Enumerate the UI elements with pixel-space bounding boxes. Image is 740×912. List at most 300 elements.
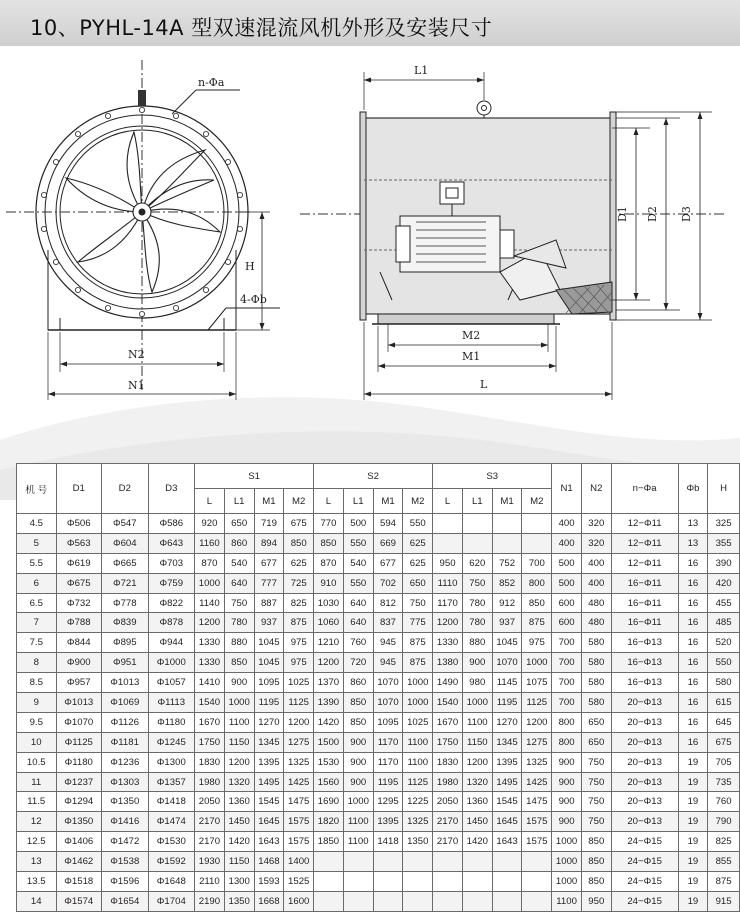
table-cell: 950 (433, 553, 463, 573)
table-cell (403, 872, 433, 892)
table-cell: 1025 (403, 712, 433, 732)
table-cell (403, 852, 433, 872)
table-cell: 580 (708, 673, 740, 693)
table-cell (433, 891, 463, 911)
header-s3-m2: M2 (522, 489, 552, 514)
table-cell: 16−Φ11 (611, 613, 678, 633)
table-cell: 725 (284, 573, 314, 593)
header-hole-b: Φb (678, 464, 708, 514)
table-cell: 16−Φ13 (611, 653, 678, 673)
table-cell: 1420 (462, 832, 492, 852)
table-cell: 16−Φ13 (611, 633, 678, 653)
table-cell: 1475 (522, 792, 552, 812)
table-cell: 1350 (224, 891, 254, 911)
table-cell: 1000 (195, 573, 225, 593)
table-cell: Φ586 (148, 514, 195, 534)
table-cell: 1495 (492, 772, 522, 792)
table-cell: 580 (581, 673, 611, 693)
table-cell: 1325 (522, 752, 552, 772)
table-cell: Φ951 (102, 653, 149, 673)
table-cell: 1450 (462, 812, 492, 832)
table-cell: 1600 (284, 891, 314, 911)
header-s2-m2: M2 (403, 489, 433, 514)
table-cell: 1045 (492, 633, 522, 653)
table-cell: Φ1530 (148, 832, 195, 852)
table-cell: 16 (678, 712, 708, 732)
table-cell: Φ1462 (56, 852, 102, 872)
header-s3: S3 (433, 464, 552, 489)
table-cell (462, 852, 492, 872)
table-cell: 2110 (195, 872, 225, 892)
table-cell: 650 (403, 573, 433, 593)
table-cell: 12.5 (17, 832, 57, 852)
table-cell: 812 (373, 593, 403, 613)
table-cell: 1030 (314, 593, 344, 613)
table-cell: Φ1474 (148, 812, 195, 832)
table-cell: 900 (552, 812, 582, 832)
table-cell: 1360 (224, 792, 254, 812)
table-cell: 7.5 (17, 633, 57, 653)
table-cell: 10.5 (17, 752, 57, 772)
label-d1: D1 (616, 206, 629, 222)
table-cell: 1170 (433, 593, 463, 613)
table-cell: 1930 (195, 852, 225, 872)
table-cell: Φ1303 (102, 772, 149, 792)
table-cell: 5 (17, 533, 57, 553)
table-row (17, 752, 740, 772)
table-cell: 770 (314, 514, 344, 534)
table-cell: 650 (581, 732, 611, 752)
table-cell: 625 (284, 553, 314, 573)
table-cell: 1425 (284, 772, 314, 792)
table-cell: 1275 (522, 732, 552, 752)
table-cell: 900 (343, 732, 373, 752)
table-cell: Φ619 (56, 553, 102, 573)
table-cell: 937 (254, 613, 284, 633)
table-cell: 1425 (522, 772, 552, 792)
table-cell: 750 (581, 792, 611, 812)
table-cell: 550 (708, 653, 740, 673)
table-cell (492, 514, 522, 534)
table-cell: 1490 (433, 673, 463, 693)
table-cell: Φ1300 (148, 752, 195, 772)
table-cell: 945 (373, 653, 403, 673)
table-cell: 875 (403, 653, 433, 673)
table-cell: Φ1357 (148, 772, 195, 792)
table-cell: 875 (284, 613, 314, 633)
table-cell: 24−Φ15 (611, 832, 678, 852)
table-cell: 1275 (284, 732, 314, 752)
table-cell: 1690 (314, 792, 344, 812)
table-cell: 645 (708, 712, 740, 732)
table-cell: 7 (17, 613, 57, 633)
table-cell: 1170 (373, 732, 403, 752)
table-cell: 1070 (492, 653, 522, 673)
table-cell: 1025 (284, 673, 314, 693)
table-cell: 1100 (224, 712, 254, 732)
table-cell: 500 (552, 573, 582, 593)
table-cell: 1100 (403, 732, 433, 752)
table-cell: 920 (195, 514, 225, 534)
table-cell (314, 852, 344, 872)
table-cell: 1410 (195, 673, 225, 693)
header-s3-l: L (433, 489, 463, 514)
table-cell: 1195 (373, 772, 403, 792)
table-cell: 1170 (373, 752, 403, 772)
table-cell: 1295 (373, 792, 403, 812)
table-cell: 1000 (552, 872, 582, 892)
table-cell: Φ1518 (56, 872, 102, 892)
table-cell: Φ839 (102, 613, 149, 633)
table-cell: 500 (343, 514, 373, 534)
table-cell: Φ1069 (102, 693, 149, 713)
table-cell: 1000 (343, 792, 373, 812)
table-cell: 19 (678, 772, 708, 792)
table-cell: 1150 (462, 732, 492, 752)
table-cell: 1070 (373, 693, 403, 713)
table-cell: Φ1013 (102, 673, 149, 693)
table-cell: 400 (581, 553, 611, 573)
table-cell: 480 (581, 613, 611, 633)
table-cell: Φ1181 (102, 732, 149, 752)
table-cell: 355 (708, 533, 740, 553)
table-cell: Φ665 (102, 553, 149, 573)
table-cell: 800 (522, 573, 552, 593)
table-cell: Φ1245 (148, 732, 195, 752)
table-cell: 1150 (224, 852, 254, 872)
table-cell: 875 (708, 872, 740, 892)
table-cell: 850 (224, 653, 254, 673)
table-cell: 700 (552, 693, 582, 713)
table-cell: 400 (552, 533, 582, 553)
header-d2: D2 (102, 464, 149, 514)
table-cell: 1545 (254, 792, 284, 812)
header-s1: S1 (195, 464, 314, 489)
table-cell: Φ1180 (148, 712, 195, 732)
table-cell: 1100 (343, 812, 373, 832)
header-s1-m2: M2 (284, 489, 314, 514)
table-cell: 1200 (522, 712, 552, 732)
table-cell: 650 (581, 712, 611, 732)
table-cell: 675 (284, 514, 314, 534)
table-cell: Φ675 (56, 573, 102, 593)
table-cell: Φ506 (56, 514, 102, 534)
label-flange-holes: n-Φa (198, 76, 225, 89)
table-cell: 1200 (195, 613, 225, 633)
table-row (17, 852, 740, 872)
table-cell: 1475 (284, 792, 314, 812)
table-cell: 1195 (254, 693, 284, 713)
table-cell: 975 (522, 633, 552, 653)
table-cell: Φ1648 (148, 872, 195, 892)
table-cell: 485 (708, 613, 740, 633)
table-cell: 900 (343, 752, 373, 772)
table-cell (462, 891, 492, 911)
table-cell: 1320 (224, 772, 254, 792)
table-cell: 2050 (195, 792, 225, 812)
table-cell: 1395 (492, 752, 522, 772)
table-cell: 600 (552, 613, 582, 633)
table-row (17, 812, 740, 832)
table-cell: 20−Φ13 (611, 812, 678, 832)
table-cell: 750 (581, 772, 611, 792)
table-cell: 945 (373, 633, 403, 653)
table-cell: Φ563 (56, 533, 102, 553)
table-cell: 620 (462, 553, 492, 573)
table-cell: Φ1070 (56, 712, 102, 732)
table-cell: 9 (17, 693, 57, 713)
table-cell: 1000 (224, 693, 254, 713)
table-cell: 975 (284, 633, 314, 653)
table-cell: 1095 (373, 712, 403, 732)
table-cell: 1095 (254, 673, 284, 693)
table-cell: 1540 (433, 693, 463, 713)
table-cell: 1210 (314, 633, 344, 653)
table-cell: 16 (678, 613, 708, 633)
table-cell: 850 (284, 533, 314, 553)
header-s2-l1: L1 (343, 489, 373, 514)
table-cell: 2170 (433, 832, 463, 852)
table-cell: 980 (462, 673, 492, 693)
table-cell: 880 (224, 633, 254, 653)
table-cell: 1645 (254, 812, 284, 832)
table-cell: 19 (678, 852, 708, 872)
table-cell: Φ944 (148, 633, 195, 653)
label-d3: D3 (680, 206, 693, 222)
table-cell: 1395 (254, 752, 284, 772)
table-cell (433, 852, 463, 872)
table-cell: 1670 (195, 712, 225, 732)
table-cell: 825 (284, 593, 314, 613)
table-cell: 719 (254, 514, 284, 534)
table-cell: 1000 (552, 852, 582, 872)
header-d1: D1 (56, 464, 102, 514)
table-row (17, 872, 740, 892)
table-cell: 1750 (195, 732, 225, 752)
table-cell: 400 (552, 514, 582, 534)
table-cell: 16 (678, 593, 708, 613)
table-cell: 1270 (254, 712, 284, 732)
table-cell: 420 (708, 573, 740, 593)
table-cell: 13 (678, 514, 708, 534)
table-cell: 12−Φ11 (611, 514, 678, 534)
table-cell: 500 (552, 553, 582, 573)
table-cell: 10 (17, 732, 57, 752)
label-l1: L1 (414, 64, 429, 77)
header-model: 机 号 (17, 464, 57, 514)
table-cell: Φ1654 (102, 891, 149, 911)
table-cell: 860 (343, 673, 373, 693)
table-cell: 1400 (284, 852, 314, 872)
table-cell: 1830 (433, 752, 463, 772)
table-cell: 540 (224, 553, 254, 573)
table-cell: 780 (462, 593, 492, 613)
table-row (17, 832, 740, 852)
table-row (17, 792, 740, 812)
table-cell: 870 (195, 553, 225, 573)
table-cell: 1325 (403, 812, 433, 832)
table-cell: Φ759 (148, 573, 195, 593)
table-cell: 1575 (522, 832, 552, 852)
table-cell: 1495 (254, 772, 284, 792)
table-cell: 1360 (462, 792, 492, 812)
table-cell: 16−Φ11 (611, 593, 678, 613)
spec-table-container (16, 463, 740, 912)
header-s2-m1: M1 (373, 489, 403, 514)
table-cell: 12 (17, 812, 57, 832)
table-cell: 1500 (314, 732, 344, 752)
table-cell: 2190 (195, 891, 225, 911)
table-cell: 1750 (433, 732, 463, 752)
table-cell: 16−Φ13 (611, 673, 678, 693)
table-cell (373, 852, 403, 872)
table-cell: 875 (403, 633, 433, 653)
table-cell: 20−Φ13 (611, 712, 678, 732)
header-d3: D3 (148, 464, 195, 514)
title-bar (0, 0, 740, 46)
table-cell: 19 (678, 792, 708, 812)
table-cell: Φ788 (56, 613, 102, 633)
table-cell: 1420 (224, 832, 254, 852)
table-row (17, 633, 740, 653)
header-s2: S2 (314, 464, 433, 489)
header-s3-l1: L1 (462, 489, 492, 514)
table-cell: 1645 (492, 812, 522, 832)
table-cell: Φ547 (102, 514, 149, 534)
table-cell: Φ1574 (56, 891, 102, 911)
table-cell: 1670 (433, 712, 463, 732)
table-cell: 16 (678, 673, 708, 693)
table-cell (373, 891, 403, 911)
header-s1-l: L (195, 489, 225, 514)
table-cell: 520 (708, 633, 740, 653)
table-cell: 2170 (195, 812, 225, 832)
table-cell: 1320 (462, 772, 492, 792)
table-cell: 550 (343, 533, 373, 553)
spec-table (16, 463, 740, 912)
table-cell: 750 (462, 573, 492, 593)
table-cell: 1325 (284, 752, 314, 772)
table-cell: Φ1180 (56, 752, 102, 772)
table-cell: 1000 (403, 673, 433, 693)
table-cell: 19 (678, 752, 708, 772)
table-cell: 640 (343, 613, 373, 633)
table-cell: 390 (708, 553, 740, 573)
label-m1: M1 (462, 350, 481, 363)
label-base-holes: 4-Φb (240, 293, 267, 306)
table-cell: 1395 (373, 812, 403, 832)
header-h: H (708, 464, 740, 514)
table-cell: 720 (343, 653, 373, 673)
table-cell: 9.5 (17, 712, 57, 732)
table-cell: 24−Φ15 (611, 891, 678, 911)
table-cell: 1575 (522, 812, 552, 832)
table-cell: 1200 (224, 752, 254, 772)
table-row (17, 573, 740, 593)
header-n2: N2 (581, 464, 611, 514)
table-cell (492, 533, 522, 553)
table-cell (343, 852, 373, 872)
table-cell: 1345 (254, 732, 284, 752)
table-cell: 1540 (195, 693, 225, 713)
table-cell: Φ1472 (102, 832, 149, 852)
table-cell: 11.5 (17, 792, 57, 812)
table-cell: 1225 (403, 792, 433, 812)
table-cell: 750 (224, 593, 254, 613)
table-cell: 1850 (314, 832, 344, 852)
table-cell (522, 533, 552, 553)
table-cell: 677 (373, 553, 403, 573)
table-cell: Φ732 (56, 593, 102, 613)
table-cell: 615 (708, 693, 740, 713)
table-cell: 1350 (403, 832, 433, 852)
table-cell: 1420 (314, 712, 344, 732)
table-cell: 8.5 (17, 673, 57, 693)
table-cell: Φ1592 (148, 852, 195, 872)
table-cell: 1820 (314, 812, 344, 832)
table-cell: 1545 (492, 792, 522, 812)
table-cell: 1270 (492, 712, 522, 732)
table-cell: 1075 (522, 673, 552, 693)
table-row (17, 732, 740, 752)
table-cell: 1070 (373, 673, 403, 693)
table-cell (522, 514, 552, 534)
table-cell: 1643 (254, 832, 284, 852)
table-cell: 900 (552, 752, 582, 772)
table-cell: 4.5 (17, 514, 57, 534)
table-cell: 1468 (254, 852, 284, 872)
table-cell: Φ1125 (56, 732, 102, 752)
table-cell: 19 (678, 832, 708, 852)
table-cell: 875 (522, 613, 552, 633)
table-row (17, 514, 740, 534)
table-cell: 8 (17, 653, 57, 673)
table-cell: 850 (343, 712, 373, 732)
table-cell: 677 (254, 553, 284, 573)
table-cell: 1345 (492, 732, 522, 752)
table-cell: Φ1418 (148, 792, 195, 812)
table-cell: 780 (462, 613, 492, 633)
table-cell: Φ643 (148, 533, 195, 553)
table-cell: 1125 (403, 772, 433, 792)
table-cell: 900 (552, 772, 582, 792)
side-view (300, 64, 725, 400)
spec-table-body (17, 514, 740, 912)
table-cell: Φ703 (148, 553, 195, 573)
table-cell: 775 (403, 613, 433, 633)
table-cell: 625 (403, 553, 433, 573)
table-cell: Φ1294 (56, 792, 102, 812)
table-cell: 850 (522, 593, 552, 613)
table-cell: 1060 (314, 613, 344, 633)
table-cell: 1300 (224, 872, 254, 892)
table-row (17, 553, 740, 573)
table-cell: 700 (552, 633, 582, 653)
table-cell (373, 872, 403, 892)
table-cell: 19 (678, 872, 708, 892)
table-cell (433, 533, 463, 553)
table-cell: 752 (492, 553, 522, 573)
table-cell: 855 (708, 852, 740, 872)
table-cell: 777 (254, 573, 284, 593)
table-cell: 1045 (254, 653, 284, 673)
table-cell: 1200 (314, 653, 344, 673)
table-cell: Φ1126 (102, 712, 149, 732)
table-cell: 1000 (552, 832, 582, 852)
table-cell: 1000 (522, 653, 552, 673)
table-cell: Φ1000 (148, 653, 195, 673)
table-cell: 887 (254, 593, 284, 613)
